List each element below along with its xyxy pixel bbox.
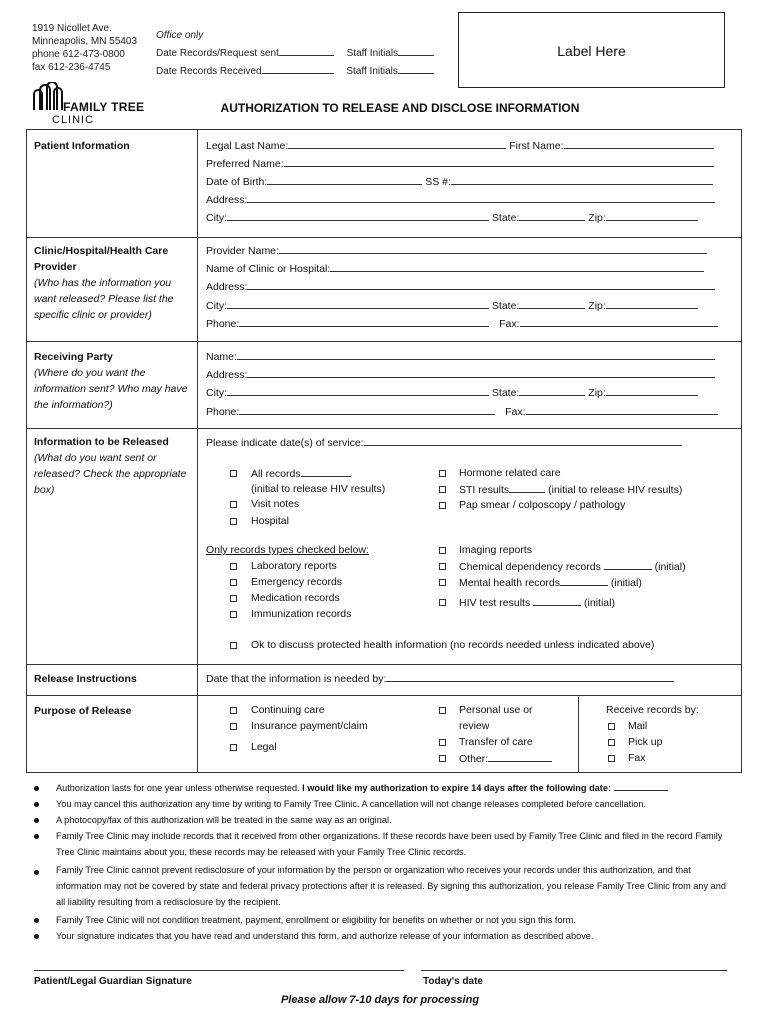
provider-city-label: City:	[206, 300, 227, 312]
office-only-title: Office only	[156, 30, 204, 41]
patient-city-row	[206, 209, 698, 227]
staff-initials-label-1: Staff Initials	[346, 48, 399, 59]
all-records-label: All records	[251, 468, 301, 480]
pap-checkbox[interactable]	[439, 502, 446, 509]
sti-initial-field[interactable]	[509, 481, 545, 493]
patient-city-label: City:	[206, 212, 227, 224]
table-bottom-border	[26, 772, 741, 773]
clinic-address	[32, 22, 137, 74]
medication-label: Medication records	[251, 592, 340, 604]
info-release-title: Information to be Released	[34, 436, 169, 448]
todays-date-label: Today's date	[423, 976, 483, 987]
transfer-checkbox[interactable]	[439, 739, 446, 746]
row-divider-2	[26, 341, 741, 342]
dates-of-service-row	[206, 434, 682, 452]
bullet-dot-5	[34, 870, 39, 875]
label-box: Label Here	[458, 12, 725, 88]
sti-option	[459, 481, 682, 498]
receiving-address-row	[206, 366, 715, 384]
staff-initials-label-2: Staff Initials	[346, 66, 398, 77]
provider-title: Clinic/Hospital/Health Care Provider	[34, 245, 169, 273]
receiving-state-field[interactable]	[519, 384, 585, 396]
chemical-initial: (initial)	[654, 561, 686, 573]
row-divider-1	[26, 237, 741, 238]
provider-name-label: Provider Name:	[206, 245, 279, 257]
patient-signature-line[interactable]	[34, 970, 404, 971]
office-row-1	[156, 44, 434, 62]
clinic-name-field[interactable]	[330, 260, 704, 272]
bullet-dot-2	[34, 802, 39, 807]
receiving-fax-label: Fax:	[505, 406, 526, 418]
pickup-label: Pick up	[628, 736, 663, 748]
receiving-zip-label: Zip:	[588, 387, 606, 399]
date-request-field[interactable]	[279, 44, 334, 56]
lab-label: Laboratory reports	[251, 560, 337, 572]
date-needed-label: Date that the information is needed by:	[206, 673, 387, 685]
provider-name-row	[206, 242, 707, 260]
legal-checkbox[interactable]	[230, 744, 237, 751]
office-row-2	[156, 62, 434, 80]
sti-label: STI results	[459, 484, 510, 496]
legal-last-name-row	[206, 137, 714, 155]
patient-signature-label: Patient/Legal Guardian Signature	[34, 976, 192, 987]
provider-name-field[interactable]	[279, 242, 707, 254]
hormone-label: Hormone related care	[459, 467, 561, 479]
bullet-1b: I would like my authorization to expire 14 days after the following date:	[302, 783, 612, 793]
patient-state-label: State:	[491, 212, 520, 224]
preferred-name-row	[206, 155, 714, 173]
medication-checkbox[interactable]	[230, 595, 237, 602]
provider-zip-label: Zip:	[588, 300, 606, 312]
mail-checkbox[interactable]	[608, 723, 615, 730]
patient-address-field[interactable]	[247, 191, 715, 203]
provider-state-label: State:	[491, 300, 520, 312]
tree-logo-icon	[30, 82, 64, 112]
provider-address-field[interactable]	[247, 278, 715, 290]
mental-option	[459, 574, 642, 591]
patient-city-field[interactable]	[227, 209, 489, 221]
receiving-phone-row	[206, 403, 718, 421]
immunization-label: Immunization records	[251, 608, 352, 620]
date-needed-row	[206, 670, 674, 688]
ok-discuss-label: Ok to discuss protected health information (no records needed unless indicated above)	[251, 639, 655, 651]
dob-field[interactable]	[267, 173, 422, 185]
patient-zip-field[interactable]	[606, 209, 698, 221]
emergency-label: Emergency records	[251, 576, 343, 588]
provider-fax-label: Fax:	[499, 318, 520, 330]
continuing-care-label: Continuing care	[251, 704, 325, 716]
dob-row	[206, 173, 713, 191]
purpose-inner-divider	[578, 697, 579, 772]
receiving-address-label: Address:	[206, 369, 248, 381]
all-records-hiv-note: (initial to release HIV results)	[251, 483, 386, 495]
processing-note: Please allow 7-10 days for processing	[280, 994, 480, 1006]
other-checkbox[interactable]	[439, 755, 446, 762]
ss-field[interactable]	[451, 173, 713, 185]
mental-label: Mental health records	[459, 577, 560, 589]
patient-address-label: Address:	[206, 194, 248, 206]
hospital-checkbox[interactable]	[230, 518, 237, 525]
personal-review-label: review	[459, 720, 490, 732]
bullet-dot-1	[34, 786, 39, 791]
transfer-label: Transfer of care	[459, 736, 533, 748]
other-field[interactable]	[488, 750, 552, 762]
only-types-label: Only records types checked below:	[206, 544, 369, 556]
purpose-label	[34, 703, 194, 719]
provider-fax-field[interactable]	[520, 315, 718, 327]
personal-use-label: Personal use or	[459, 704, 533, 716]
ss-label: SS #:	[425, 176, 451, 188]
receiving-city-field[interactable]	[227, 384, 489, 396]
date-needed-field[interactable]	[386, 670, 674, 682]
bullet-5: Family Tree Clinic cannot prevent redisclosure of your information by the person or organization who receives your records under this authorization, and that information may not be covered by state and federal privacy protections after it is released. By signing this authorization, you release Family Tree Clinic from any and all liability resulting from a redisclosure by the recipient.	[56, 865, 726, 907]
info-release-note: (What do you want sent or released? Check the appropriate box)	[34, 452, 187, 496]
mail-label: Mail	[628, 720, 648, 732]
provider-note: (Who has the information you want released? Please list the specific clinic or provider)	[34, 277, 174, 321]
table-right-border	[741, 129, 742, 773]
receiving-address-field[interactable]	[247, 366, 715, 378]
date-received-label: Date Records Received	[156, 66, 262, 77]
mental-initial-field[interactable]	[560, 574, 608, 586]
personal-use-checkbox[interactable]	[439, 707, 446, 714]
provider-address-row	[206, 278, 715, 296]
table-top-border	[26, 129, 741, 130]
bullet-dot-6	[34, 918, 39, 923]
receiving-note: (Where do you want the information sent? Who may have the information?)	[34, 367, 188, 411]
bullet-6: Family Tree Clinic will not condition treatment, payment, enrollment or eligibility for benefits on whether or not you sign this form.	[56, 915, 576, 925]
receiving-name-field[interactable]	[237, 348, 715, 360]
first-name-field[interactable]	[564, 137, 714, 149]
dates-of-service-label: Please indicate date(s) of service:	[206, 437, 364, 449]
receiving-name-row	[206, 348, 715, 366]
chemical-initial-field[interactable]	[604, 558, 652, 570]
purpose-title: Purpose of Release	[34, 705, 132, 717]
preferred-name-label: Preferred Name:	[206, 158, 284, 170]
fax-label: Fax	[628, 752, 646, 764]
first-name-label: First Name:	[509, 140, 564, 152]
imaging-checkbox[interactable]	[439, 547, 446, 554]
provider-phone-label: Phone:	[206, 318, 240, 330]
bullet-dot-7	[34, 934, 39, 939]
receiving-city-label: City:	[206, 387, 227, 399]
receiving-state-label: State:	[491, 387, 520, 399]
row-divider-5	[26, 695, 741, 696]
bullet-dot-4	[34, 834, 39, 839]
hormone-checkbox[interactable]	[439, 470, 446, 477]
all-records-option	[251, 465, 351, 482]
row-divider-4	[26, 664, 741, 665]
receiving-label	[34, 349, 194, 413]
date-received-field[interactable]	[262, 62, 334, 74]
info-release-label	[34, 434, 194, 498]
hiv-test-initial: (initial)	[584, 597, 615, 609]
continuing-care-checkbox[interactable]	[230, 707, 237, 714]
clinic-name-label: Name of Clinic or Hospital:	[206, 263, 331, 275]
other-label: Other:	[459, 753, 489, 765]
receiving-name-label: Name:	[206, 351, 237, 363]
insurance-label: Insurance payment/claim	[251, 720, 368, 732]
lab-checkbox[interactable]	[230, 563, 237, 570]
patient-info-label	[34, 138, 194, 154]
logo-line1: FAMILY TREE	[63, 100, 145, 114]
patient-zip-label: Zip:	[588, 212, 606, 224]
dob-label: Date of Birth:	[206, 176, 268, 188]
provider-label	[34, 243, 194, 323]
bullet-1	[56, 780, 736, 796]
family-tree-logo	[30, 82, 155, 126]
table-column-divider	[197, 129, 198, 773]
logo-line2: CLINIC	[52, 114, 95, 126]
release-instructions-label	[34, 671, 194, 687]
mental-checkbox[interactable]	[439, 579, 446, 586]
provider-city-row	[206, 297, 698, 315]
provider-state-field[interactable]	[519, 297, 585, 309]
clinic-name-row	[206, 260, 704, 278]
bullet-4: Family Tree Clinic may include records that it received from other organizations. If these records have been used by Family Tree Clinic and filed in the record Family Tree Clinic maintains about you, these records may be released with your Family Tree Clinic records.	[56, 831, 723, 857]
provider-phone-row	[206, 315, 718, 333]
legal-label: Legal	[251, 741, 277, 753]
last-name-field[interactable]	[288, 137, 506, 149]
chemical-label: Chemical dependency records	[459, 561, 601, 573]
staff-initials-field-2[interactable]	[398, 62, 434, 74]
provider-phone-field[interactable]	[239, 315, 489, 327]
todays-date-line[interactable]	[421, 970, 727, 971]
address-street: 1919 Nicollet Ave.	[32, 23, 112, 34]
chemical-option	[459, 558, 686, 575]
immunization-checkbox[interactable]	[230, 611, 237, 618]
date-request-label: Date Records/Request sent	[156, 48, 279, 59]
visit-notes-label: Visit notes	[251, 498, 300, 510]
fax-checkbox[interactable]	[608, 755, 615, 762]
release-instructions-title: Release Instructions	[34, 673, 137, 685]
provider-city-field[interactable]	[227, 297, 489, 309]
other-option	[459, 750, 552, 767]
address-city: Minneapolis, MN 55403	[32, 36, 138, 47]
receiving-city-row	[206, 384, 698, 402]
ok-discuss-checkbox[interactable]	[230, 642, 237, 649]
receiving-title: Receiving Party	[34, 351, 113, 363]
patient-info-title: Patient Information	[34, 140, 130, 152]
staff-initials-field-1[interactable]	[398, 44, 434, 56]
receive-by-label: Receive records by:	[606, 704, 699, 716]
table-left-border	[26, 129, 27, 773]
sti-note: (initial to release HIV results)	[548, 484, 683, 496]
hiv-test-checkbox[interactable]	[439, 599, 446, 606]
all-records-checkbox[interactable]	[230, 470, 237, 477]
receiving-zip-field[interactable]	[606, 384, 698, 396]
dates-of-service-field[interactable]	[364, 434, 682, 446]
row-divider-3	[26, 428, 741, 429]
all-records-initial-field[interactable]	[301, 465, 351, 477]
sti-checkbox[interactable]	[439, 486, 446, 493]
receiving-fax-field[interactable]	[526, 403, 718, 415]
provider-zip-field[interactable]	[606, 297, 698, 309]
bullet-dot-3	[34, 818, 39, 823]
emergency-checkbox[interactable]	[230, 579, 237, 586]
hiv-test-initial-field[interactable]	[533, 594, 581, 606]
bullet-2: You may cancel this authorization any time by writing to Family Tree Clinic. A cancellation will not change releases completed before cancellation.	[56, 799, 647, 809]
address-phone: phone 612-473-0800	[32, 49, 125, 60]
pickup-checkbox[interactable]	[608, 739, 615, 746]
office-only-section	[156, 27, 434, 80]
chemical-checkbox[interactable]	[439, 563, 446, 570]
mental-initial: (initial)	[610, 577, 642, 589]
imaging-label: Imaging reports	[459, 544, 532, 556]
preferred-name-field[interactable]	[284, 155, 714, 167]
bullet-1a: Authorization lasts for one year unless otherwise requested.	[56, 783, 300, 793]
document-title: AUTHORIZATION TO RELEASE AND DISCLOSE INFORMATION	[220, 101, 580, 115]
hospital-label: Hospital	[251, 515, 289, 527]
provider-address-label: Address:	[206, 281, 248, 293]
patient-address-row	[206, 191, 715, 209]
bullet-3: A photocopy/fax of this authorization will be treated in the same way as an original.	[56, 815, 392, 825]
bullet-7: Your signature indicates that you have read and understand this form, and authorize release of your information as described above.	[56, 931, 594, 941]
pap-label: Pap smear / colposcopy / pathology	[459, 499, 626, 511]
receiving-phone-label: Phone:	[206, 406, 240, 418]
expire-date-field[interactable]	[614, 781, 668, 791]
hiv-test-label: HIV test results	[459, 597, 531, 609]
insurance-checkbox[interactable]	[230, 723, 237, 730]
hiv-test-option	[459, 594, 615, 611]
last-name-label: Legal Last Name:	[206, 140, 289, 152]
patient-state-field[interactable]	[519, 209, 585, 221]
receiving-phone-field[interactable]	[239, 403, 495, 415]
visit-notes-checkbox[interactable]	[230, 501, 237, 508]
address-fax: fax 612-236-4745	[32, 62, 111, 73]
